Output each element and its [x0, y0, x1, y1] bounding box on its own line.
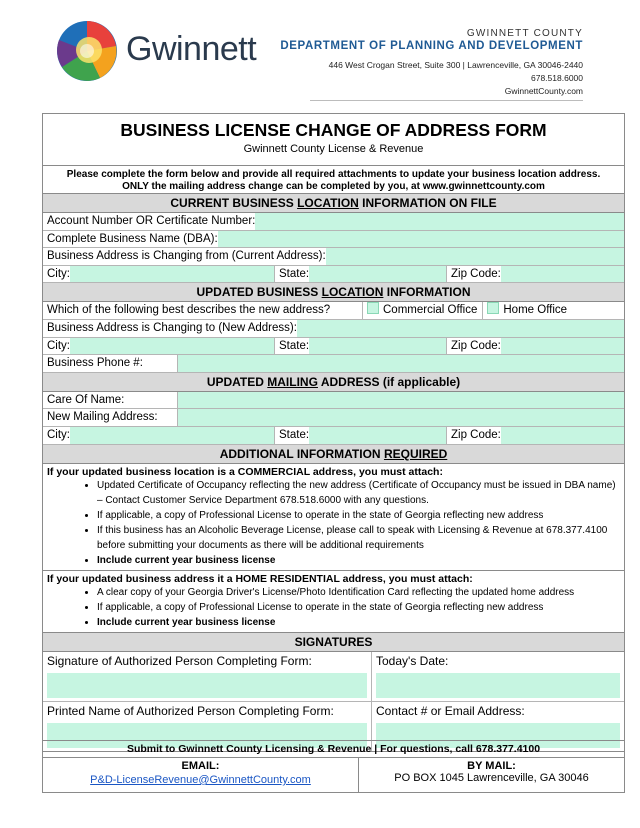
instruction-line-1: Please complete the form below and provide all required attachments to update your business location address. — [66, 169, 601, 180]
mailing-state-cell — [275, 427, 447, 444]
commercial-requirements — [43, 464, 624, 571]
department-name: DEPARTMENT OF PLANNING AND DEVELOPMENT — [280, 40, 583, 52]
address-type-question-cell — [43, 302, 363, 319]
section-signatures: SIGNATURES — [43, 633, 624, 652]
heading-part: ADDRESS (if applicable) — [317, 374, 461, 389]
business-name-field[interactable] — [218, 231, 624, 248]
new-mailing-field[interactable] — [178, 409, 624, 426]
signature-label: Signature of Authorized Person Completing Form: — [47, 653, 312, 668]
printed-name-label: Printed Name of Authorized Person Completing Form: — [47, 703, 334, 718]
mailing-city-state-zip-row — [43, 427, 624, 445]
mailing-zip-field[interactable] — [501, 427, 624, 444]
list-item: • Include current year business license — [97, 615, 620, 630]
heading-underlined: MAILING — [267, 374, 318, 389]
new-city-state-zip-row — [43, 338, 624, 356]
email-method — [43, 758, 359, 792]
county-name: GWINNETT COUNTY — [466, 28, 583, 39]
state-label: State: — [279, 267, 310, 280]
new-zip-field[interactable] — [501, 338, 624, 355]
current-city-state-zip-row — [43, 266, 624, 284]
heading-part: INFORMATION ON FILE — [358, 196, 497, 210]
section-mailing-address — [43, 373, 624, 392]
list-item: • Updated Certificate of Occupancy reflecting the new address (Certificate of Occupancy must be issued in DBA name) – Contact Customer Service Department 678.518.6000 with any questions. — [97, 478, 620, 508]
form-title: BUSINESS LICENSE CHANGE OF ADDRESS FORM — [120, 120, 547, 140]
new-mailing-label: New Mailing Address: — [43, 409, 178, 426]
signature-cell — [43, 652, 372, 701]
contact-label: Contact # or Email Address: — [376, 703, 525, 718]
heading-part: UPDATED — [206, 374, 268, 389]
email-link[interactable]: P&D-LicenseRevenue@GwinnettCounty.com — [90, 774, 311, 786]
home-requirements-list — [97, 585, 620, 630]
commercial-requirements-list — [97, 478, 620, 568]
section-current-location — [43, 194, 624, 213]
list-item: • Include current year business license — [97, 553, 620, 568]
form-subtitle: Gwinnett County License & Revenue — [243, 143, 424, 155]
new-address-label: Business Address is Changing to (New Address): — [47, 321, 297, 334]
new-zip-cell — [447, 338, 624, 355]
city-label: City: — [47, 339, 70, 352]
business-phone-row — [43, 355, 624, 373]
new-state-field[interactable] — [309, 338, 446, 355]
new-state-cell — [275, 338, 447, 355]
current-address-row — [43, 248, 624, 266]
signature-field[interactable] — [47, 673, 367, 698]
current-state-cell — [275, 266, 447, 283]
agency-website: GwinnettCounty.com — [504, 86, 583, 96]
business-name-label: Complete Business Name (DBA): — [47, 232, 218, 245]
home-office-checkbox[interactable] — [487, 302, 499, 314]
account-number-row — [43, 213, 624, 231]
form-instructions — [43, 166, 624, 194]
agency-phone: 678.518.6000 — [531, 73, 583, 83]
heading-part: INFORMATION — [383, 285, 471, 300]
new-address-field[interactable] — [297, 320, 624, 337]
home-requirements — [43, 571, 624, 633]
agency-address — [280, 59, 583, 98]
address-type-row — [43, 302, 624, 320]
city-label: City: — [47, 428, 70, 441]
home-requirements-heading: If your updated business address it a HOME RESIDENTIAL address, you must attach: — [47, 572, 473, 585]
mailing-city-field[interactable] — [70, 427, 274, 444]
current-state-field[interactable] — [309, 266, 446, 283]
home-office-label: Home Office — [503, 304, 568, 317]
state-label: State: — [279, 428, 310, 441]
mailing-zip-cell — [447, 427, 624, 444]
signature-row — [43, 652, 624, 702]
mail-heading: BY MAIL: — [467, 760, 516, 772]
instruction-line-2: ONLY the mailing address change can be completed by you, at www.gwinnettcounty.com — [122, 181, 545, 192]
new-city-field[interactable] — [70, 338, 274, 355]
current-address-field[interactable] — [326, 248, 624, 265]
submit-methods — [43, 758, 624, 792]
heading-underlined: LOCATION — [321, 285, 384, 300]
option-divider — [482, 302, 483, 319]
zip-label: Zip Code: — [451, 339, 501, 352]
account-number-label: Account Number OR Certificate Number: — [47, 215, 256, 227]
current-city-cell — [43, 266, 275, 283]
change-of-address-form — [42, 113, 625, 752]
mailing-state-field[interactable] — [309, 427, 446, 444]
heading-part: CURRENT BUSINESS — [170, 196, 298, 210]
state-label: State: — [279, 339, 310, 352]
care-of-field[interactable] — [178, 392, 624, 409]
submission-info — [42, 740, 625, 793]
list-item: • A clear copy of your Georgia Driver's License/Photo Identification Card reflecting the updated home address — [97, 585, 620, 600]
mail-address: PO BOX 1045 Lawrenceville, GA 30046 — [394, 772, 589, 784]
agency-header — [280, 28, 583, 98]
zip-label: Zip Code: — [451, 428, 501, 441]
heading-part: ADDITIONAL INFORMATION — [219, 446, 384, 461]
street-address: 446 West Crogan Street, Suite 300 | Lawrenceville, GA 30046-2440 — [328, 60, 583, 70]
date-label: Today's Date: — [376, 653, 449, 668]
section-additional-info — [43, 445, 624, 464]
zip-label: Zip Code: — [451, 267, 501, 280]
business-name-row — [43, 231, 624, 249]
email-heading: EMAIL: — [181, 760, 220, 772]
heading-part: UPDATED BUSINESS — [196, 285, 322, 300]
header-divider — [310, 100, 583, 101]
care-of-label: Care Of Name: — [43, 392, 178, 409]
care-of-row — [43, 392, 624, 410]
section-updated-location — [43, 283, 624, 302]
address-type-question: Which of the following best describes the new address? — [47, 304, 331, 317]
current-zip-cell — [447, 266, 624, 283]
new-address-row — [43, 320, 624, 338]
current-city-field[interactable] — [70, 266, 274, 283]
mail-method — [359, 758, 624, 792]
list-item: • If applicable, a copy of Professional License to operate in the state of Georgia reflecting new address — [97, 508, 620, 523]
submit-line: Submit to Gwinnett County Licensing & Revenue | For questions, call 678.377.4100 — [43, 741, 624, 758]
city-label: City: — [47, 267, 70, 280]
current-address-label: Business Address is Changing from (Current Address): — [47, 250, 326, 263]
date-field[interactable] — [376, 673, 620, 698]
business-phone-field[interactable] — [178, 355, 624, 372]
gwinnett-logo-icon — [56, 20, 118, 82]
logo-wordmark: Gwinnett — [126, 30, 257, 68]
commercial-office-checkbox[interactable] — [367, 302, 379, 314]
business-phone-label: Business Phone #: — [43, 355, 178, 372]
commercial-office-label: Commercial Office — [383, 304, 478, 317]
list-item: • If applicable, a copy of Professional License to operate in the state of Georgia reflecting new address — [97, 600, 620, 615]
address-type-options — [363, 302, 624, 319]
heading-underlined: LOCATION — [297, 196, 359, 210]
form-title-block — [43, 114, 624, 166]
date-cell — [372, 652, 624, 701]
list-item: • If this business has an Alcoholic Beverage License, please call to speak with Licensing & Revenue at 678.377.4100 before submitting your documents as there will be additional requirements — [97, 523, 620, 553]
current-zip-field[interactable] — [501, 266, 624, 283]
heading-underlined: REQUIRED — [383, 446, 448, 461]
commercial-requirements-heading: If your updated business location is a COMMERCIAL address, you must attach: — [47, 465, 443, 478]
mailing-city-cell — [43, 427, 275, 444]
new-city-cell — [43, 338, 275, 355]
account-number-field[interactable] — [255, 213, 624, 230]
new-mailing-row — [43, 409, 624, 427]
